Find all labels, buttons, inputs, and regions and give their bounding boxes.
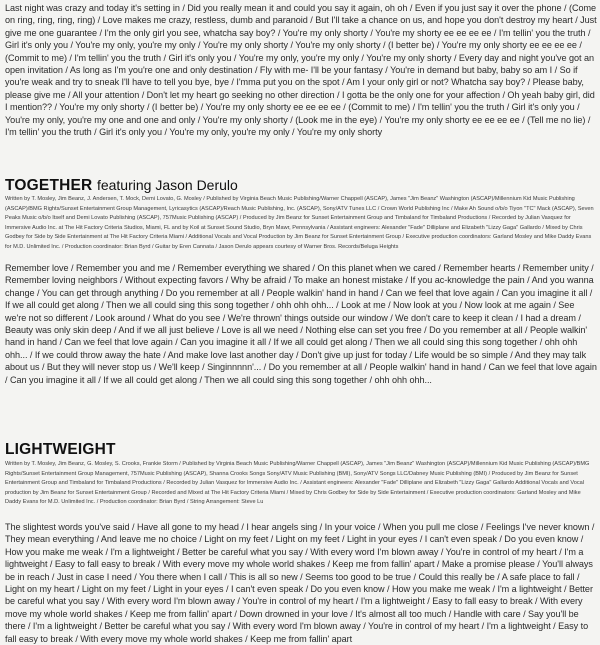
intro-lyrics-block: Last night was crazy and today it's setting in / Did you really mean it and could you say it again, oh oh / Even if you just say it over the phone / (Come on ring, ring, ring, ring) / Love makes me crazy, restless, dumb and paranoid / But I'll take a chance on us, and hope you don't destroy my heart / Just give me one guarantee / I'm the only girl you see, whatcha say boy? / You're my only shorty / You're my shorty ee ee ee ee / I'm tellin' you the truth / Girl it's only you / You're my only, you're my only / You're my only shorty / You're my only shorty / (I better be) / You're my only shorty ee ee ee ee / (Commit to me) / I'm tellin' you the truth / Girl it's only you / You're my only, you're my only / You're my only shorty / Every day and night you've got an open invitation / As long as I'm you're one and only destination / Fly with me- I'll be your fantasy / You're in demand but baby, baby so am I / So if you're weak and try to sneak I'll have to tell you bye, bye / I'mma put you on the spot / Am I your only girl or not? Whatcha say boy? / Please baby, please give me / All your attention / Don't let my heart go seeking no other direction / I gotta be the only one for your affection / Oh yeah baby girl, did I mention?? / You're my only shorty / (I better be) / You're my only shorty ee ee ee ee / (Commit to me) / I'm tellin' you the truth / Girl it's only you / You're my only, you're my one and one and only / You're my only shorty / (Look me in the eye) / You're my only shorty ee ee ee ee / (Tell me no lie) / I'm tellin' you the truth / Girl it's only you / You're my only, you're my only / You're my only shorty: [5, 3, 597, 138]
together-title-text: TOGETHER: [5, 177, 93, 194]
lightweight-credits: Written by T. Mosley, Jim Beanz, G. Mosley, S. Crooks, Frankie Storm / Published by Virginia Beach Music Publishing/Warner Chappell (ASCAP), James "Jim Beanz" Washington (ASCAP)/Millennium Kid Music Publishing (ASCAP)/BMG Rights/Sunset Entertainment Group Management, 757Music Publishing (ASCAP), Shanna Crooks Songs Sony/ATV Music Publishing (BMI), Sony/ATV Songs LLC/Dabney Music Publishing (BMI) / Produced by Jim Beanz for Sunset Entertainment Group and Timbaland for Timbaland Productions / Recorded by Julian Vasquez for Immersive Audio Inc. / Assistant engineers: Alexander "Fade" Dilliplane and Elizabeth "Lizzy Gaga" Gallardo Additional Vocals and Vocal production by Jim Beanz for Sunset Entertainment Group / Recorded and Mixed at The Hit Factory Criteria Miami / Mixed by Chris Godbey for Side by Side Entertainment / Executive production coordinators: Garland Mosley and Mike Daddy Evans for M.D. Unlimited Inc. / Production coordinator: Brian Byrd / String Arrangement: Steve Lu: [5, 461, 590, 506]
together-credits: Written by T. Mosley, Jim Beanz, J. Andersen, T. Mock, Demi Lovato, G. Mosley / Published by Virginia Beach Music Publishing/Warner Chappell (ASCAP), James "Jim Beanz" Washington (ASCAP)/Millennium Kid Music Publishing (ASCAP)/BMG Rights/Sunset Entertainment Group Management, Lyricasytics (ASCAP)/Reach Music Publishing, Inc. (ASCAP), Sony/ATV Tunes LLC / Crown World Publishing Inc / Make Ah Sound o/b/o Tiyon "TC" Mack (ASCAP), Seven Peaks Music o/b/o Itself and Demi Lovato Publishing (ASCAP), 757Music Publishing (ASCAP) / Produced by Jim Beanz for Sunset Entertainment Group and Timbaland for Timbaland Productions / Recorded by Julian Vasquez for Immersive Audio Inc. at The Hit Factory Criteria Studios, Miami, FL and by Koil at Sunset Sound Studio, Bryn Mawr, Pennsylvania / Assistant engineers: Alexander "Fade" Dilliplane and Elizabeth "Lizzy Gaga" Gallardo / Mixed by Chris Godbey for Side by Side Entertainment at The Hit Factory Criteria Miami / Additional Vocals and Vocal Production by Jim Beanz for Sunset Entertainment Group / Executive production coordinators: Garland Mosley and Mike Daddy Evans for M.D. Unlimited Inc. / Production coordinator: Brian Byrd / Guitar by Eren Cannata / Jason Derulo appears courtesy of Warner Bros. Records/Beluga Heights: [5, 196, 594, 250]
together-lyrics: Remember love / Remember you and me / Remember everything we shared / On this planet when we cared / Remember hearts / Remember unity / Remember loving neighbors / Without expecting favors / Why be afraid / To make an honest mistake / If you ac-knowledge the pain / And you wanna change / You can get through anything / Do you remember at all / People walkin' hand in hand / Can we feel that love again / Can you imagine it all / If we all could get along / Then we all could sing this song together / ohh ohh ohh... / Look at me / Now look at you / Now look at me again / See we're not so different / Look around / What do you see / We're thrown' things outside our window / We don't care to keep it clean / I had a dream / Beauty was only skin deep / And if we all just believe / Love is all we need / Nothing else can set you free / Do you remember at all / People walkin' hand in hand / Can we feel that love again / Can you imagine it all / If we all could get along / Then we all could sing this song together / ohh ohh ohh... / If we could throw away the hate / And make love last another day / Don't give up just for today / Life would be so simple / And they may talk about us / But they will never stop us / We'll keep / Singinnnnn'... / Do you remember at all / People walkin' hand in hand / Can we feel that love again / Can you imagine it all / If we all could get along / Then we all could sing this song together / ohh ohh ohh...: [5, 263, 597, 385]
lightweight-lyrics: The slightest words you've said / Have all gone to my head / I hear angels sing / In your voice / When you pull me close / Feelings I've never known / They mean everything / And leave me no choice / Light on my feet / Light on my feet / Light in your eyes / I can't even speak / Do you even know / How you make me weak / I'm a lightweight / Better be careful what you say / With every word I'm blown away / You're in control of my heart / I'm a lightweight / Easy to fall easy to break / With every move my whole world shakes / Keep me from fallin' apart / Make a promise please / You'll always be in reach / Just in case I need / You there when I call / This is all so new / Seems too good to be true / Could this really be / A safe place to fall / Light on my heart / Light on my feet / Light in your eyes / I can't even speak / Do you even know / How you make me weak / I'm a lightweight / Better be careful what you say / With every word I'm blown away / You're in control of my heart / I'm a lightweight / Easy to fall easy to break / With every move my whole world shakes / Keep me from fallin' apart / Down drowned in your love / It's almost all too much / Handle with care / Say you'll be there / I'm a lightweight / Better be careful what you say / With every word I'm blown away / You're in control of my heart / I'm a lightweight / Easy to fall easy to break / With every move my whole world shakes / Keep me from fallin' apart: [5, 522, 595, 644]
lightweight-title: LIGHTWEIGHT: [5, 441, 116, 458]
together-featuring: featuring Jason Derulo: [96, 177, 238, 193]
together-title: [5, 176, 238, 195]
